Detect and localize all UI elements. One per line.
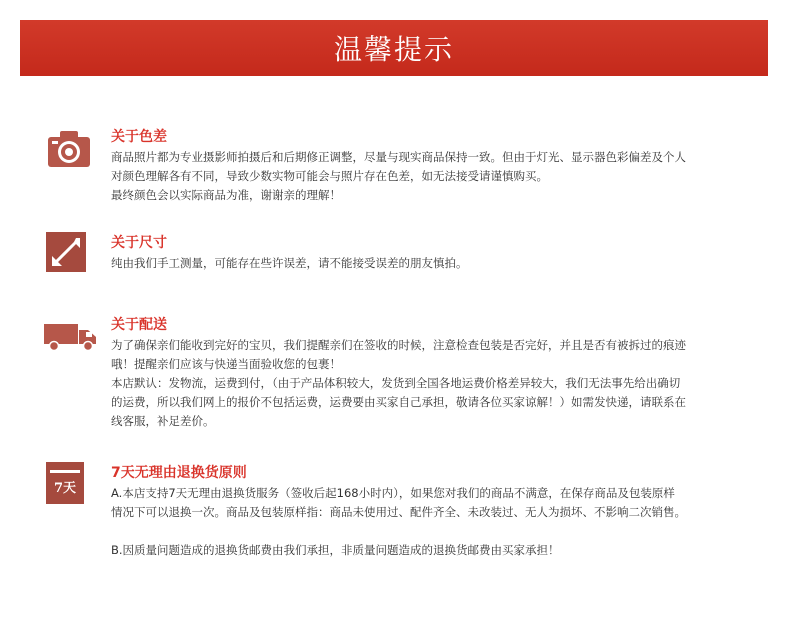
section-title: 关于色差 [111, 129, 167, 145]
body-line: 对颜色理解各有不同，导致少数实物可能会与照片存在色差，如无法接受请谨慎购买。 [111, 169, 548, 183]
camera-icon [46, 126, 92, 172]
body-line: 的运费，所以我们网上的报价不包括运费，运费要由买家自己承担，敬请各位买家谅解！）如需发快递，请联系在 [111, 395, 686, 409]
seven-day-calendar-icon [46, 462, 84, 504]
body-line: 最终颜色会以实际商品为准，谢谢亲的理解！ [111, 188, 341, 202]
banner-title: 温馨提示 [333, 33, 454, 66]
section-title: 关于配送 [111, 317, 167, 333]
body-line: 线客服，补足差价。 [111, 414, 215, 428]
body-line: 商品照片都为专业摄影师拍摄后和后期修正调整，尽量与现实商品保持一致。但由于灯光、显示器色彩偏差及个人 [111, 150, 686, 164]
header-banner [20, 20, 768, 76]
section-title: 7天无理由退换货原则 [111, 465, 247, 481]
body-line: B.因质量问题造成的退换货邮费由我们承担，非质量问题造成的退换货邮费由买家承担！ [111, 543, 560, 557]
section-title: 关于尺寸 [111, 235, 167, 251]
section-body [111, 148, 731, 205]
paragraph-gap [111, 522, 731, 541]
body-line: 情况下可以退换一次。商品及包装原样指：商品未使用过、配件齐全、未改装过、无人为损坏、不影响二次销售。 [111, 505, 686, 519]
truck-icon [42, 314, 98, 360]
body-line: 为了确保亲们能收到完好的宝贝，我们提醒亲们在签收的时候，注意检查包装是否完好，并且是否有被拆过的痕迹 [111, 338, 686, 352]
body-line: 本店默认：发物流，运费到付，（由于产品体积较大，发货到全国各地运费价格差异较大，我们无法事先给出确切 [111, 376, 681, 390]
section-body [111, 254, 731, 273]
resize-arrow-icon [46, 232, 86, 272]
section-body [111, 336, 731, 431]
section-body [111, 484, 731, 560]
body-line: A.本店支持7天无理由退换货服务（签收后起168小时内），如果您对我们的商品不满意，在保存商品及包装原样 [111, 486, 675, 500]
body-line: 纯由我们手工测量，可能存在些许误差，请不能接受误差的朋友慎拍。 [111, 256, 468, 270]
calendar-label: 7天 [53, 481, 77, 496]
body-line: 哦！提醒亲们应该与快递当面验收您的包裹！ [111, 357, 341, 371]
calendar-top-bar [50, 470, 80, 473]
